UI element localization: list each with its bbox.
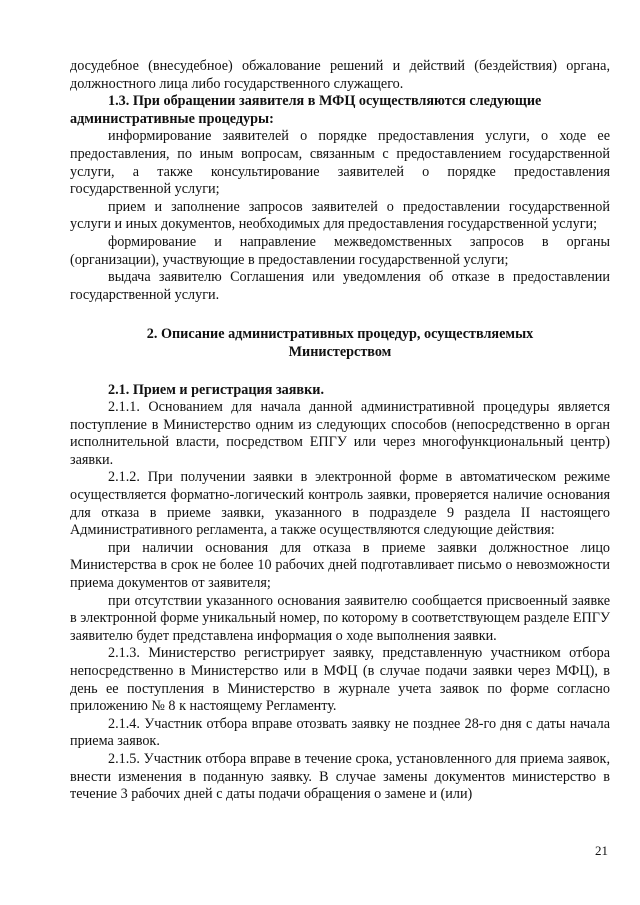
section-2-1-item: 2.1.3. Министерство регистрирует заявку, представленную участником отбора непосредственно в Министерство или в МФЦ (в случае подачи заявки через МФЦ), в день ее поступления в Министерство в журнале учета заявок по форме согласно приложению № 8 к настоящему Регламенту. [70,645,610,715]
section-1-3-item: выдача заявителю Соглашения или уведомления об отказе в предоставлении государственной услуги. [70,269,610,303]
document-page [70,58,610,804]
section-2-1-item: при наличии основания для отказа в приеме заявки должностное лицо Министерства в срок не более 10 рабочих дней подготавливает письмо о невозможности приема документов от заявителя; [70,539,610,592]
section-2-1-item: 2.1.1. Основанием для начала данной административной процедуры является поступление в Министерство одним из следующих способов (непосредственно в орган исполнительной власти, посредством ЕПГУ или через многофункциональный центр) заявки. [70,399,610,468]
section-2-1-item: 2.1.5. Участник отбора вправе в течение срока, установленного для приема заявок, внести изменения в поданную заявку. В случае замены документов министерство в течение 3 рабочих дней с даты подачи обращения о замене и (или) [70,750,610,803]
section-2-heading-line2: Министерством [288,343,392,360]
section-2-heading-line1: 2. Описание административных процедур, осуществляемых [146,326,534,343]
section-2-1-item: 2.1.2. При получении заявки в электронной форме в автоматическом режиме осуществляется форматно-логический контроль заявки, проверяется наличие основания для отказа в приеме заявки, указанного в подразделе 9 раздела II настоящего Административного регламента, а также осуществляются следующие действия: [70,469,610,539]
section-1-3-item: прием и заполнение запросов заявителей о предоставлении государственной услуги и иных документов, необходимых для предоставления государственной услуги; [70,198,610,233]
page-number: 21 [595,843,608,858]
section-1-3-heading: 1.3. При обращении заявителя в МФЦ осуществляются следующие административные процедуры: [70,93,542,127]
section-2-1-heading: 2.1. Прием и регистрация заявки. [108,381,324,398]
section-2-1-item: при отсутствии указанного основания заявителю сообщается присвоенный заявке в электронной форме уникальный номер, по которому в соответствующем разделе ЕПГУ заявителю будет представлена информация о ходе выполнения заявки. [70,592,610,644]
paragraph-intro: досудебное (внесудебное) обжалование решений и действий (бездействия) органа, должностного лица либо государственного служащего. [70,58,610,92]
section-1-3-item: формирование и направление межведомственных запросов в органы (организации), участвующие в предоставлении государственной услуги; [70,233,610,268]
section-2-heading [70,326,610,361]
section-1-3-item: информирование заявителей о порядке предоставления услуги, о ходе ее предоставления, по иным вопросам, связанным с предоставлением государственной услуги, а также консультирование заявителей о порядке предоставления государственной услуги; [70,128,610,198]
section-2-1-item: 2.1.4. Участник отбора вправе отозвать заявку не позднее 28-го дня с даты начала приема заявок. [70,715,610,750]
